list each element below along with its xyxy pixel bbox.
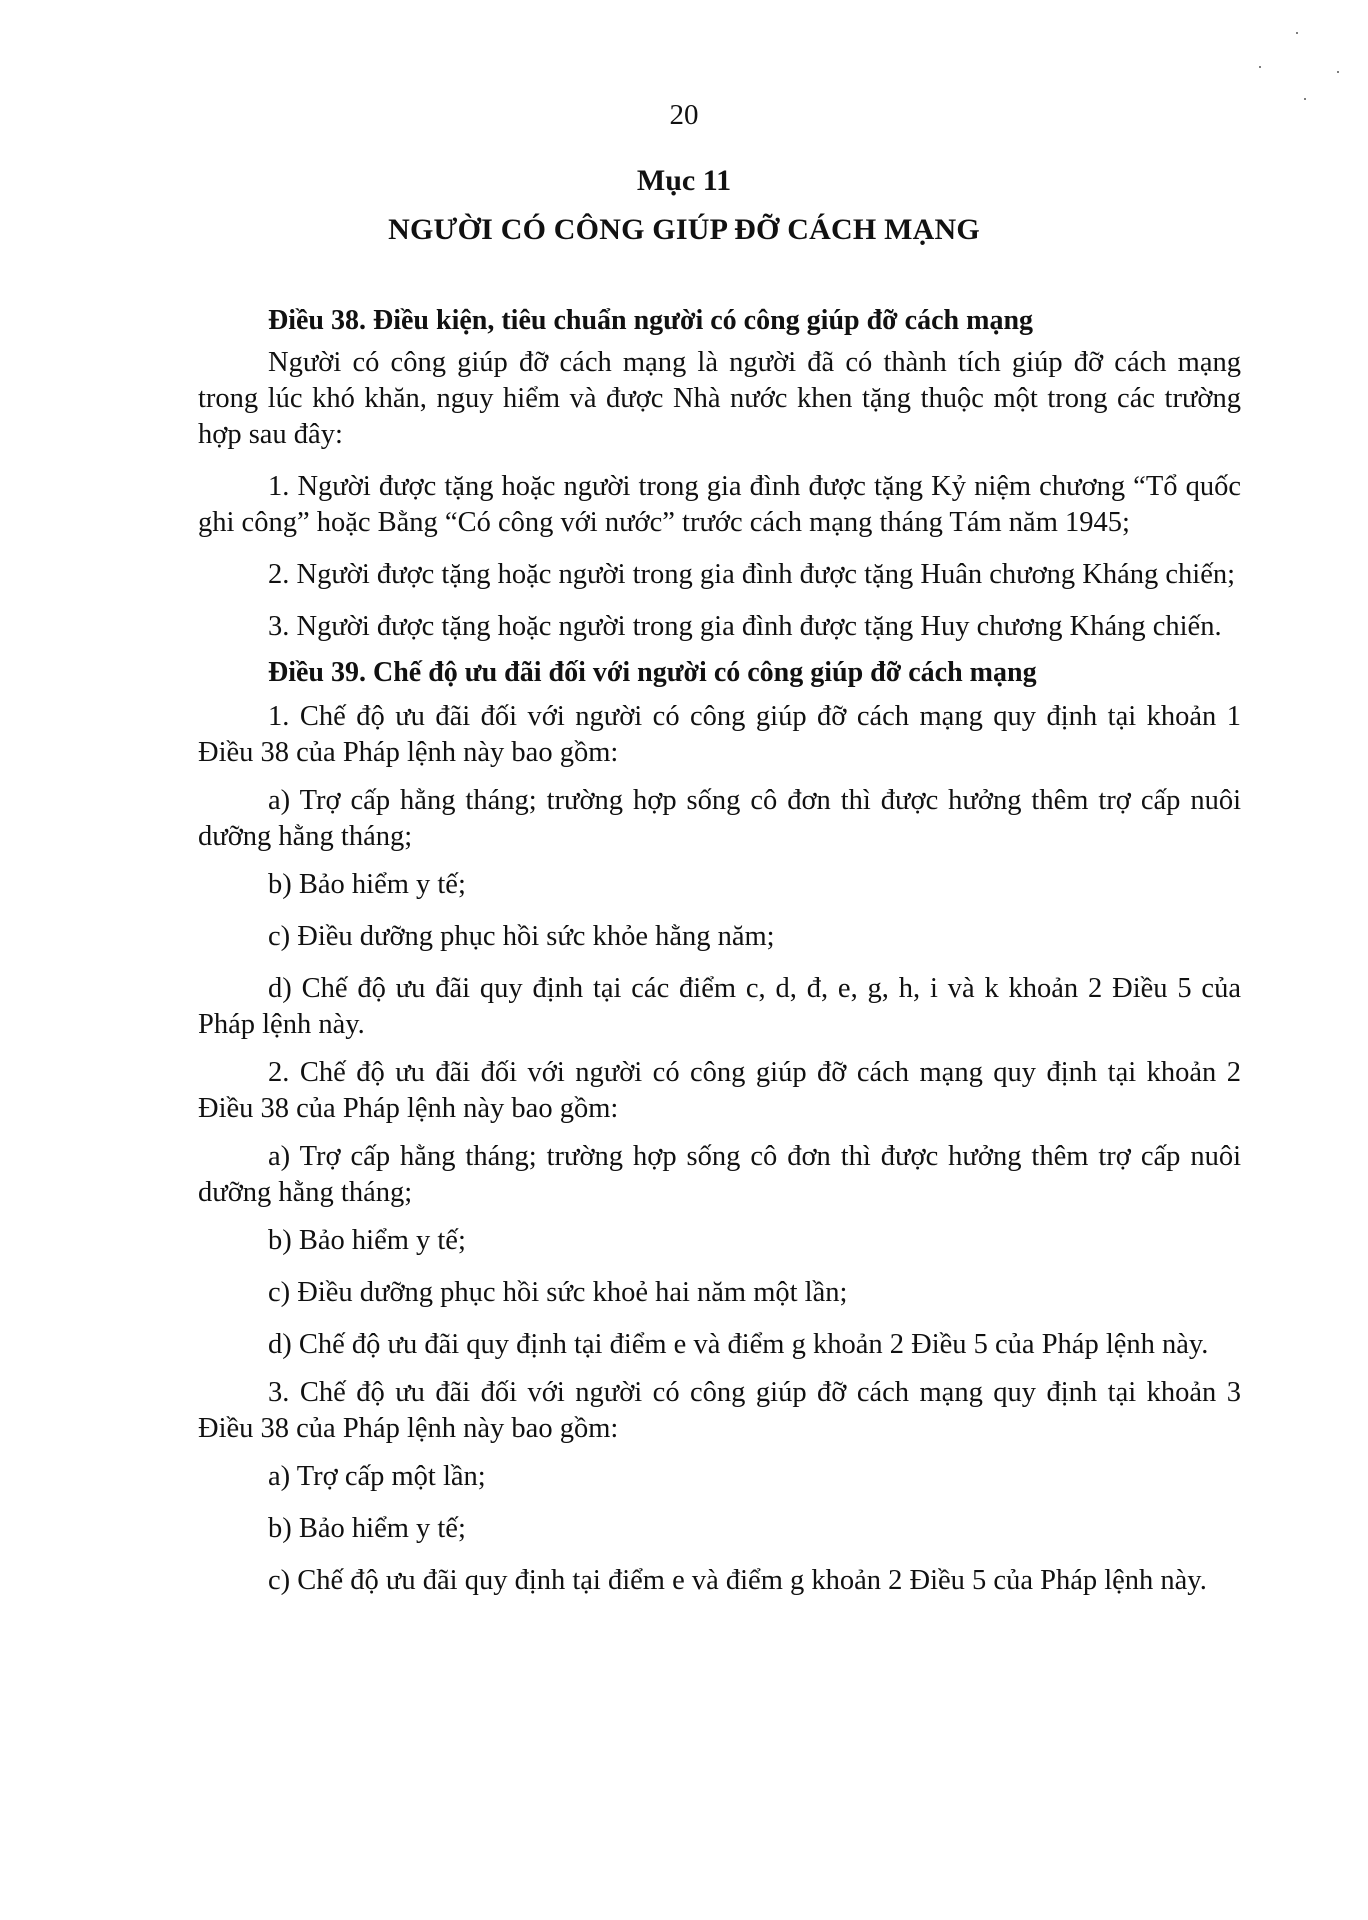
article-point: c) Điều dưỡng phục hồi sức khỏe hằng năm; (268, 921, 775, 952)
scan-artifact (1259, 66, 1261, 68)
section-title: NGƯỜI CÓ CÔNG GIÚP ĐỠ CÁCH MẠNG (388, 213, 980, 246)
article-point: c) Điều dưỡng phục hồi sức khoẻ hai năm một lần; (268, 1277, 848, 1308)
article-point: d) Chế độ ưu đãi quy định tại điểm e và điểm g khoản 2 Điều 5 của Pháp lệnh này. (268, 1329, 1209, 1360)
article-heading: Điều 38. Điều kiện, tiêu chuẩn người có công giúp đỡ cách mạng (268, 305, 1034, 336)
article-point: b) Bảo hiểm y tế; (268, 869, 466, 900)
article-clause: 2. Chế độ ưu đãi đối với người có công giúp đỡ cách mạng quy định tại khoản 2 Điều 38 của Pháp lệnh này bao gồm: (198, 1057, 1241, 1124)
article-point: a) Trợ cấp hằng tháng; trường hợp sống cô đơn thì được hưởng thêm trợ cấp nuôi dưỡng hằng tháng; (198, 1141, 1241, 1208)
article-point: c) Chế độ ưu đãi quy định tại điểm e và điểm g khoản 2 Điều 5 của Pháp lệnh này. (268, 1565, 1207, 1596)
scan-artifact (1296, 32, 1298, 34)
article-point: b) Bảo hiểm y tế; (268, 1225, 466, 1256)
document-body (198, 303, 1241, 1608)
article-clause: 1. Người được tặng hoặc người trong gia đình được tặng Kỷ niệm chương “Tổ quốc ghi công” hoặc Bằng “Có công với nước” trước cách mạng tháng Tám năm 1945; (198, 471, 1241, 538)
article-clause: 3. Người được tặng hoặc người trong gia đình được tặng Huy chương Kháng chiến. (268, 611, 1222, 642)
article-clause: 3. Chế độ ưu đãi đối với người có công giúp đỡ cách mạng quy định tại khoản 3 Điều 38 của Pháp lệnh này bao gồm: (198, 1377, 1241, 1444)
article-paragraph: Người có công giúp đỡ cách mạng là người đã có thành tích giúp đỡ cách mạng trong lúc khó khăn, nguy hiểm và được Nhà nước khen tặng thuộc một trong các trường hợp sau đây: (198, 347, 1241, 450)
article-point: a) Trợ cấp một lần; (268, 1461, 486, 1492)
article-point: d) Chế độ ưu đãi quy định tại các điểm c, d, đ, e, g, h, i và k khoản 2 Điều 5 của Pháp lệnh này. (198, 973, 1241, 1040)
article-clause: 2. Người được tặng hoặc người trong gia đình được tặng Huân chương Kháng chiến; (268, 559, 1236, 590)
scan-artifact (1337, 71, 1339, 73)
section-label: Mục 11 (636, 164, 732, 197)
article-clause: 1. Chế độ ưu đãi đối với người có công giúp đỡ cách mạng quy định tại khoản 1 Điều 38 của Pháp lệnh này bao gồm: (198, 701, 1241, 768)
article-point: a) Trợ cấp hằng tháng; trường hợp sống cô đơn thì được hưởng thêm trợ cấp nuôi dưỡng hằng tháng; (198, 785, 1241, 852)
article-point: b) Bảo hiểm y tế; (268, 1513, 466, 1544)
article-heading: Điều 39. Chế độ ưu đãi đối với người có công giúp đỡ cách mạng (268, 657, 1037, 688)
page-number: 20 (669, 99, 699, 131)
